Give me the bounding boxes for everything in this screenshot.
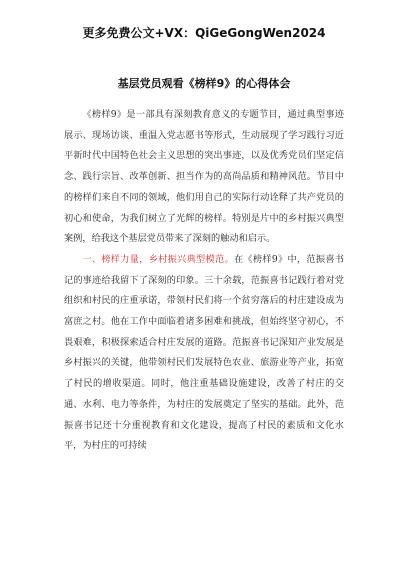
promo-banner: 更多免费公文+VX：QiGeGongWen2024: [82, 26, 326, 40]
section-heading: 一、榜样力量，乡村振兴典型模范。: [82, 253, 234, 265]
document-title: 基层党员观看《榜样9》的心得体会: [117, 77, 291, 90]
section-body: 在《榜样9》中，范振喜书记的事迹给我留下了深刻的印象。三十余载，范振喜书记践行着对党组织和村民的庄重承诺，带领村民们将一个贫穷落后的村庄建设成为富庶之村。他在工作中面临着诸多困难和挑战，但始终坚守初心，不畏艰难，积极探索适合村庄发展的道路。范振喜书记深知产业发展是乡村振兴的关键，他带领村民们发展特色农业、旅游业等产业，拓宽了村民的增收渠道。同时，他注重基础设施建设，改善了村庄的交通、水利、电力等条件，为村庄的发展奠定了坚实的基础。此外，范振喜书记还十分重视教育和文化建设，提高了村民的素质和文化水平，为村庄的可持续: [64, 253, 344, 452]
document-body: [64, 105, 344, 457]
paragraph-intro: 《榜样9》是一部具有深刻教育意义的专题节目，通过典型事迹展示、现场访谈、重温入党志愿书等形式，生动展现了学习践行习近平新时代中国特色社会主义思想的突出事迹，以及优秀党员们坚定信念、践行宗旨、改革创新、担当作为的高尚品质和精神风范。节目中的榜样们来自不同的领域，他们用自己的实际行动诠释了共产党员的初心和使命，为我们树立了光辉的榜样。特别是片中的乡村振兴典型案例，给我这个基层党员带来了深刻的触动和启示。: [64, 109, 344, 245]
paragraph-section-1: [64, 250, 344, 457]
